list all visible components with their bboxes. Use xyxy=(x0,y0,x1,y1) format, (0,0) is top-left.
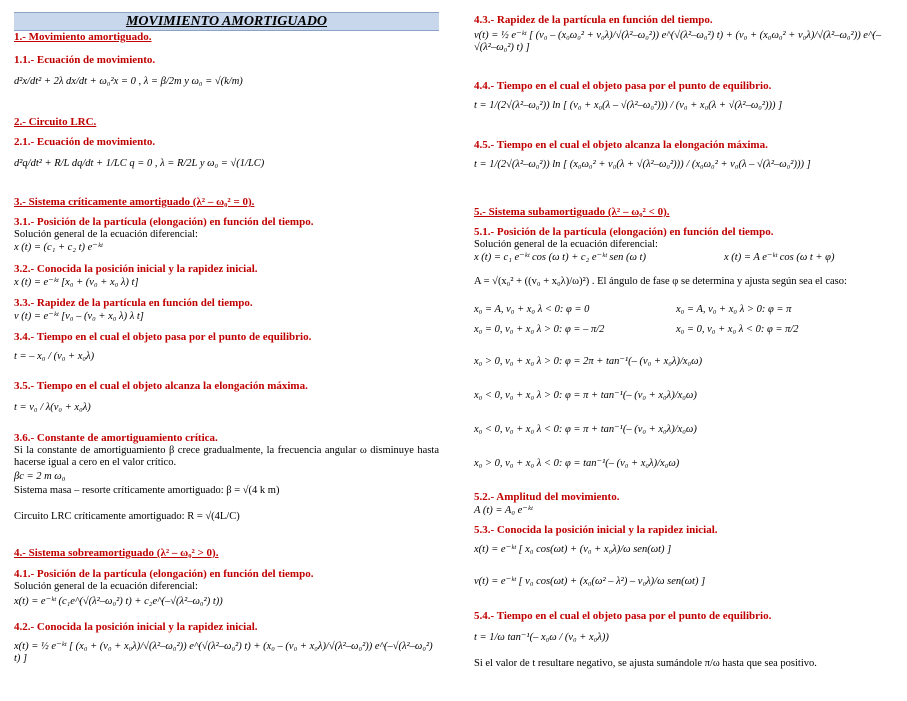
section-3-3-heading: 3.3.- Rapidez de la partícula en función del tiempo. xyxy=(14,297,253,309)
equation-4-2: x(t) = ½ e⁻ᵏᵗ [ (x₀ + (v₀ + x₀λ)/√(λ²–ω₀²)) e^(√(λ²–ω₀²) t) + (x₀ – (v₀ + x₀λ)/√(λ²–ω₀²)) e^(–√(λ²–ω₀²) t) ] xyxy=(14,641,433,665)
section-5-4-heading: 5.4.- Tiempo en el cual el objeto pasa por el punto de equilibrio. xyxy=(474,610,772,622)
section-3-1-heading: 3.1.- Posición de la partícula (elongación) en función del tiempo. xyxy=(14,216,314,228)
equation-motion-damped: d²x/dt² + 2λ dx/dt + ω₀²x = 0 , λ = β/2m y ω₀ = √(k/m) xyxy=(14,76,243,87)
section-4-1-heading: 4.1.- Posición de la partícula (elongación) en función del tiempo. xyxy=(14,568,314,580)
section-1-heading: 1.- Movimiento amortiguado. xyxy=(14,31,152,43)
equation-3-1: x (t) = (c₁ + c₂ t) e⁻ᵏᵗ xyxy=(14,242,103,253)
section-4-3-heading: 4.3.- Rapidez de la partícula en función del tiempo. xyxy=(474,14,713,26)
equation-3-5: t = v₀ / λ(v₀ + x₀λ) xyxy=(14,402,91,413)
section-3-1-text: Solución general de la ecuación diferencial: xyxy=(14,229,198,240)
equation-4-4: t = 1/(2√(λ²–ω₀²)) ln [ (v₀ + x₀(λ – √(λ²–ω₀²))) / (v₀ + x₀(λ + √(λ²–ω₀²))) ] xyxy=(474,100,783,111)
equation-critical-beta: βc = 2 m ω₀ xyxy=(14,471,66,482)
equation-motion-lrc: d²q/dt² + R/L dq/dt + 1/LC q = 0 , λ = R/2L y ω₀ = √(1/LC) xyxy=(14,158,265,169)
left-column xyxy=(14,6,439,665)
equation-5-3-x: x(t) = e⁻ᵏᵗ [ x₀ cos(ωt) + (v₀ + x₀λ)/ω sen(ωt) ] xyxy=(474,544,672,555)
section-5-1-text: Solución general de la ecuación diferencial: xyxy=(474,239,658,250)
equation-4-5: t = 1/(2√(λ²–ω₀²)) ln [ (x₀ω₀² + v₀(λ + √(λ²–ω₀²))) / (x₀ω₀² + v₀(λ – √(λ²–ω₀²))) ] xyxy=(474,159,811,170)
phase-case-2: x₀ = A, v₀ + x₀ λ > 0: φ = π xyxy=(676,304,792,315)
section-4-4-heading: 4.4.- Tiempo en el cual el objeto pasa por el punto de equilibrio. xyxy=(474,80,772,92)
equation-5-4: t = 1/ω tan⁻¹(– x₀ω / (v₀ + x₀λ)) xyxy=(474,632,609,643)
section-4-2-heading: 4.2.- Conocida la posición inicial y la rapidez inicial. xyxy=(14,621,258,633)
section-1-1-heading: 1.1.- Ecuación de movimiento. xyxy=(14,54,156,66)
section-5-heading: 5.- Sistema subamortiguado (λ² – ω₀² < 0). xyxy=(474,206,670,218)
section-5-2-heading: 5.2.- Amplitud del movimiento. xyxy=(474,491,620,503)
section-2-1-heading: 2.1.- Ecuación de movimiento. xyxy=(14,136,156,148)
phase-case-1: x₀ = A, v₀ + x₀ λ < 0: φ = 0 xyxy=(474,304,590,315)
section-3-2-heading: 3.2.- Conocida la posición inicial y la rapidez inicial. xyxy=(14,263,258,275)
critical-lrc: Circuito LRC críticamente amortiguado: R = √(4L/C) xyxy=(14,511,240,522)
section-4-heading: 4.- Sistema sobreamortiguado (λ² – ω₀² > 0). xyxy=(14,547,219,559)
equation-5-1-a: x (t) = c₁ e⁻ᵏᵗ cos (ω t) + c₂ e⁻ᵏᵗ sen (ω t) xyxy=(474,252,646,263)
section-2-heading: 2.- Circuito LRC. xyxy=(14,116,97,128)
section-5-4-note: Si el valor de t resultare negativo, se ajusta sumándole π/ω hasta que sea positivo. xyxy=(474,658,817,669)
phase-case-4: x₀ = 0, v₀ + x₀ λ < 0: φ = π/2 xyxy=(676,324,799,335)
equation-3-3: v (t) = e⁻ᵏᵗ [v₀ – (v₀ + x₀ λ) λ t] xyxy=(14,311,144,322)
section-3-6-text: Si la constante de amortiguamiento β crece gradualmente, la frecuencia angular ω disminuye hasta hacerse igual a cero en el valor crítico. xyxy=(14,445,439,469)
section-4-1-text: Solución general de la ecuación diferencial: xyxy=(14,581,198,592)
section-4-5-heading: 4.5.- Tiempo en el cual el objeto alcanza la elongación máxima. xyxy=(474,139,768,151)
equation-5-1-b: x (t) = A e⁻ᵏᵗ cos (ω t + φ) xyxy=(724,252,835,263)
section-3-4-heading: 3.4.- Tiempo en el cual el objeto pasa por el punto de equilibrio. xyxy=(14,331,312,343)
phase-case-8: x₀ > 0, v₀ + x₀ λ < 0: φ = tan⁻¹(– (v₀ + x₀λ)/x₀ω) xyxy=(474,458,680,469)
phase-case-3: x₀ = 0, v₀ + x₀ λ > 0: φ = – π/2 xyxy=(474,324,605,335)
amplitude-phase-text: A = √(x₀² + ((v₀ + x₀λ)/ω)²) . El ángulo de fase φ se determina y ajusta según sea el caso: xyxy=(474,276,847,287)
section-5-3-heading: 5.3.- Conocida la posición inicial y la rapidez inicial. xyxy=(474,524,718,536)
section-3-6-heading: 3.6.- Constante de amortiguamiento crítica. xyxy=(14,432,218,444)
equation-4-3: v(t) = ½ e⁻ᵏᵗ [ (v₀ – (x₀ω₀² + v₀λ)/√(λ²–ω₀²)) e^(√(λ²–ω₀²) t) + (v₀ + (x₀ω₀² + v₀λ)/√(λ²–ω₀²)) e^(–√(λ²–ω₀²) t) ] xyxy=(474,30,882,54)
critical-mass-spring: Sistema masa – resorte críticamente amortiguado: β = √(4 k m) xyxy=(14,485,280,496)
page-title: MOVIMIENTO AMORTIGUADO xyxy=(14,12,439,31)
equation-3-4: t = – x₀ / (v₀ + x₀λ) xyxy=(14,351,95,362)
phase-case-5: x₀ > 0, v₀ + x₀ λ > 0: φ = 2π + tan⁻¹(– (v₀ + x₀λ)/x₀ω) xyxy=(474,356,703,367)
equation-5-2: A (t) = A₀ e⁻ᵏᵗ xyxy=(474,505,533,516)
phase-case-7: x₀ < 0, v₀ + x₀ λ < 0: φ = π + tan⁻¹(– (v₀ + x₀λ)/x₀ω) xyxy=(474,424,697,435)
section-5-1-heading: 5.1.- Posición de la partícula (elongación) en función del tiempo. xyxy=(474,226,774,238)
section-3-heading: 3.- Sistema críticamente amortiguado (λ² – ω₀² = 0). xyxy=(14,196,255,208)
equation-3-2: x (t) = e⁻ᵏᵗ [x₀ + (v₀ + x₀ λ) t] xyxy=(14,277,139,288)
section-3-5-heading: 3.5.- Tiempo en el cual el objeto alcanza la elongación máxima. xyxy=(14,380,308,392)
equation-5-3-v: v(t) = e⁻ᵏᵗ [ v₀ cos(ωt) + (x₀(ω² – λ²) – v₀λ)/ω sen(ωt) ] xyxy=(474,576,706,587)
phase-case-6: x₀ < 0, v₀ + x₀ λ > 0: φ = π + tan⁻¹(– (v₀ + x₀λ)/x₀ω) xyxy=(474,390,697,401)
equation-4-1: x(t) = e⁻ᵏᵗ (c₁e^(√(λ²–ω₀²) t) + c₂e^(–√(λ²–ω₀²) t)) xyxy=(14,596,223,607)
